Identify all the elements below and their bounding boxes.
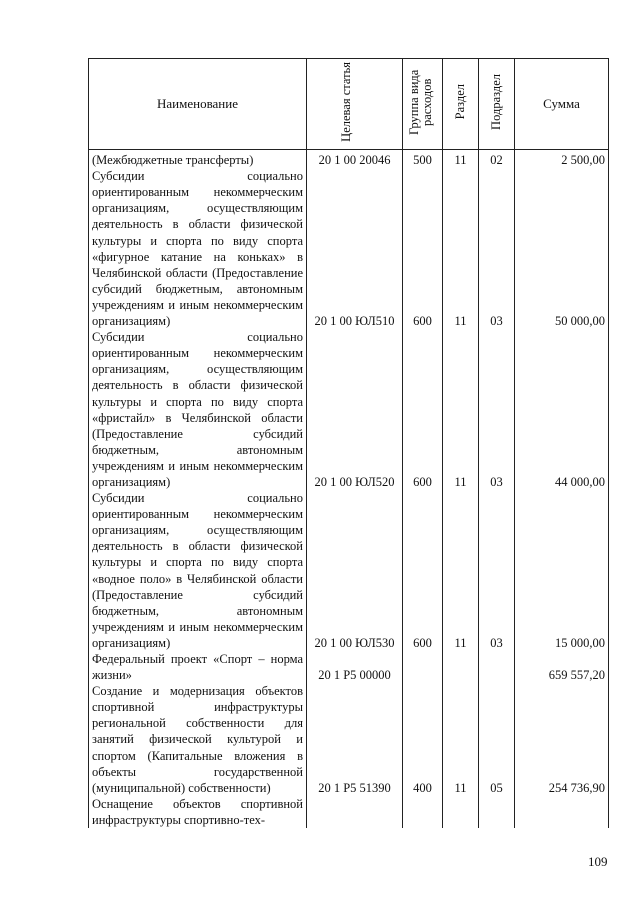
row-section (443, 651, 479, 683)
table-row (89, 168, 609, 329)
row-name: Создание и модернизация объектов спортивной инфраструктуры региональной собственности для занятий физической культурой и спортом (Капитальные вложения в объекты государственной (муниципальной) собственности) (89, 683, 307, 796)
table-row (89, 150, 609, 169)
row-target-article: 20 1 00 ЮЛ510 (307, 168, 403, 329)
row-subsection (479, 796, 515, 828)
row-subsection: 03 (479, 168, 515, 329)
header-name: Наименование (89, 59, 307, 150)
row-name: Субсидии социально ориентированным некоммерческим организациям, осуществляющим деятельность в области физической культуры и спорта по виду спорта «водное поло» в Челябинской области (Предоставление субсидий бюджетным, автономным учреждениям и иным некоммерческим организациям) (89, 490, 307, 651)
table-header (89, 59, 609, 150)
row-section: 11 (443, 683, 479, 796)
row-sum: 15 000,00 (515, 490, 609, 651)
row-expense-group (403, 651, 443, 683)
row-name: Оснащение объектов спортивной инфраструктуры спортивно-тех- (89, 796, 307, 828)
header-expense-group (403, 59, 443, 150)
row-subsection: 03 (479, 329, 515, 490)
row-name: Федеральный проект «Спорт – норма жизни» (89, 651, 307, 683)
table-row (89, 329, 609, 490)
row-target-article: 20 1 00 ЮЛ530 (307, 490, 403, 651)
row-sum: 50 000,00 (515, 168, 609, 329)
row-sum: 2 500,00 (515, 150, 609, 169)
row-sum: 254 736,90 (515, 683, 609, 796)
header-section-label: Раздел (453, 84, 467, 120)
row-section (443, 796, 479, 828)
row-sum: 659 557,20 (515, 651, 609, 683)
row-expense-group: 600 (403, 168, 443, 329)
budget-table (88, 58, 609, 828)
row-sum (515, 796, 609, 828)
row-section: 11 (443, 329, 479, 490)
row-expense-group: 600 (403, 490, 443, 651)
header-subsection (479, 59, 515, 150)
row-subsection: 03 (479, 490, 515, 651)
header-target-article-label: Целевая статья (338, 62, 353, 142)
row-expense-group (403, 796, 443, 828)
table-body (89, 150, 609, 828)
row-target-article (307, 796, 403, 828)
row-sum: 44 000,00 (515, 329, 609, 490)
row-section: 11 (443, 150, 479, 169)
table-row (89, 796, 609, 828)
row-section: 11 (443, 168, 479, 329)
table-row (89, 651, 609, 683)
row-expense-group: 600 (403, 329, 443, 490)
row-name: Субсидии социально ориентированным некоммерческим организациям, осуществляющим деятельность в области физической культуры и спорта по виду спорта «фигурное катание на коньках» в Челябинской области (Предоставление субсидий бюджетным, автономным учреждениям и иным некоммерческим организациям) (89, 168, 307, 329)
row-subsection (479, 651, 515, 683)
table-row (89, 490, 609, 651)
row-subsection: 05 (479, 683, 515, 796)
header-target-article (307, 59, 403, 150)
header-expense-group-label: Группа вида расходов (406, 69, 434, 135)
row-expense-group: 400 (403, 683, 443, 796)
table-row (89, 683, 609, 796)
header-sum: Сумма (515, 59, 609, 150)
row-section: 11 (443, 490, 479, 651)
page-number: 109 (588, 854, 608, 869)
row-expense-group: 500 (403, 150, 443, 169)
row-name: (Межбюджетные трансферты) (89, 150, 307, 169)
row-subsection: 02 (479, 150, 515, 169)
row-target-article: 20 1 00 ЮЛ520 (307, 329, 403, 490)
row-target-article: 20 1 P5 51390 (307, 683, 403, 796)
row-target-article: 20 1 P5 00000 (307, 651, 403, 683)
row-name: Субсидии социально ориентированным некоммерческим организациям, осуществляющим деятельность в области физической культуры и спорта по виду спорта «фристайл» в Челябинской области (Предоставление субсидий бюджетным, автономным учреждениям и иным некоммерческим организациям) (89, 329, 307, 490)
row-target-article: 20 1 00 20046 (307, 150, 403, 169)
header-subsection-label: Подраздел (489, 74, 503, 130)
header-section (443, 59, 479, 150)
